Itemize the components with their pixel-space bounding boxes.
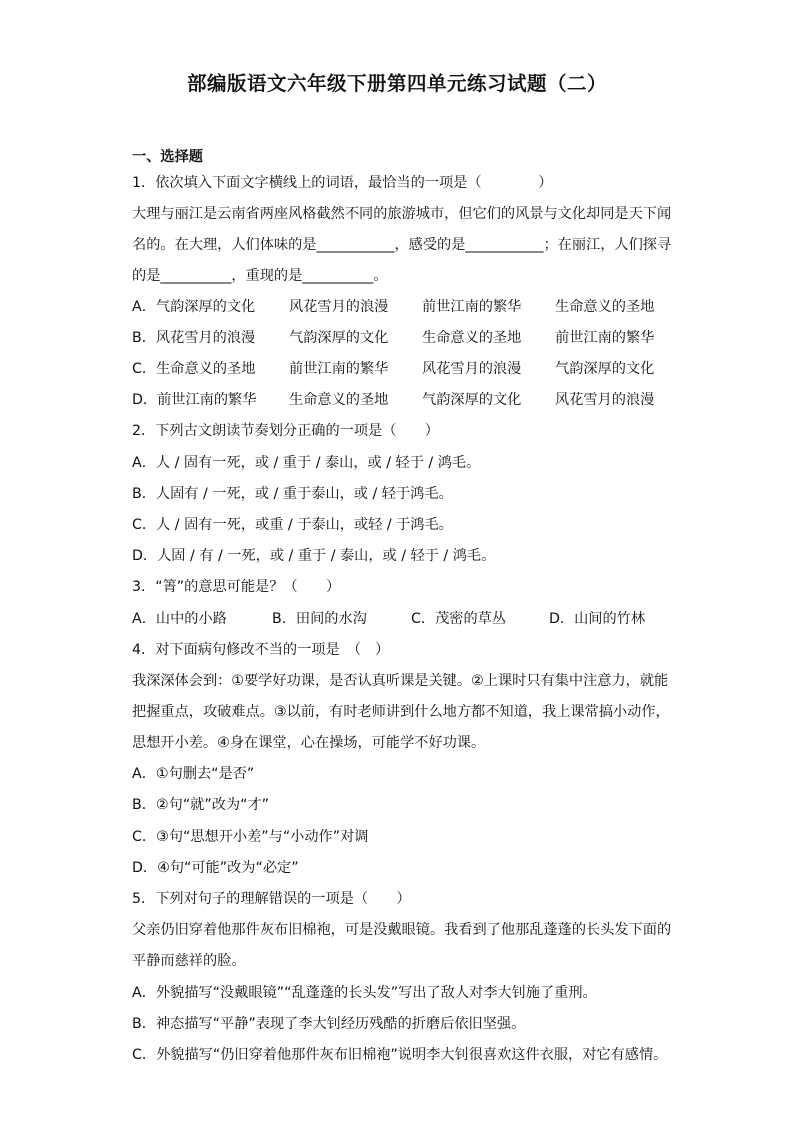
q1-option-b-3: 生命意义的圣地: [422, 330, 522, 346]
q1-passage-line-2: 名的。在大理，人们体味的是___________，感受的是___________；在丽江，人们探寻: [132, 237, 672, 253]
q2-option-a: A．人 / 固有一死，或 / 重于 / 泰山，或 / 轻于 / 鸿毛。: [132, 455, 481, 471]
q1-option-d-3: 气韵深厚的文化: [422, 392, 522, 408]
q3-option-b: B．田间的水沟: [272, 611, 367, 627]
q1-option-a-4: 生命意义的圣地: [555, 299, 655, 315]
q1-option-c-2: 前世江南的繁华: [289, 361, 389, 377]
q1-option-c-4: 气韵深厚的文化: [555, 361, 655, 377]
q5-stem: 5．下列对句子的理解错误的一项是（ ）: [132, 891, 411, 907]
q5-passage-line-1: 父亲仍旧穿着他那件灰布旧棉袍，可是没戴眼镜。我看到了他那乱蓬蓬的长头发下面的: [132, 922, 672, 938]
q2-option-c: C．人 / 固有一死，或重 / 于泰山，或轻 / 于鸿毛。: [132, 517, 453, 533]
q1-option-d-4: 风花雪月的浪漫: [555, 392, 655, 408]
q4-option-d: D．④句“可能”改为“必定”: [132, 860, 299, 876]
q1-passage-line-1: 大理与丽江是云南省两座风格截然不同的旅游城市，但它们的风景与文化却同是天下闻: [132, 206, 672, 222]
q1-option-b-2: 气韵深厚的文化: [289, 330, 389, 346]
q1-option-a-3: 前世江南的繁华: [422, 299, 522, 315]
q5-option-c: C．外貌描写“仍旧穿着他那件灰布旧棉袍”说明李大钊很喜欢这件衣服，对它有感情。: [132, 1047, 668, 1063]
q2-option-b: B．人固有 / 一死，或 / 重于泰山，或 / 轻于鸿毛。: [132, 486, 453, 502]
q3-stem: 3．“箐”的意思可能是？（ ）: [132, 579, 341, 595]
q4-option-b: B．②句“就”改为“才”: [132, 797, 269, 813]
q1-option-c-1: C．生命意义的圣地: [132, 361, 256, 377]
q1-option-c-3: 风花雪月的浪漫: [422, 361, 522, 377]
q4-passage-line-3: 思想开小差。④身在课堂，心在操场，可能学不好功课。: [132, 735, 486, 751]
q1-option-d-2: 生命意义的圣地: [289, 392, 389, 408]
q3-option-a: A．山中的小路: [132, 611, 227, 627]
q1-option-a-2: 风花雪月的浪漫: [289, 299, 389, 315]
q5-option-b: B．神态描写“平静”表现了李大钊经历残酷的折磨后依旧坚强。: [132, 1016, 526, 1032]
q4-passage-line-1: 我深深体会到：①要学好功课，是否认真听课是关键。②上课时只有集中注意力，就能: [132, 673, 669, 689]
q4-option-c: C．③句“思想开小差”与“小动作”对调: [132, 829, 369, 845]
section-heading: 一、选择题: [132, 149, 203, 165]
q1-passage-line-3: 的是__________，重现的是__________。: [132, 268, 388, 284]
q1-stem: 1．依次填入下面文字横线上的词语，最恰当的一项是（ ）: [132, 175, 553, 191]
q4-passage-line-2: 把握重点，攻破难点。③以前，有时老师讲到什么地方都不知道，我上课常搞小动作，: [132, 704, 670, 720]
q2-stem: 2．下列古文朗读节奏划分正确的一项是（ ）: [132, 423, 439, 439]
page-title: 部编版语文六年级下册第四单元练习试题（二）: [186, 72, 607, 95]
q3-option-d: D．山间的竹林: [549, 611, 646, 627]
q3-option-c: C．茂密的草丛: [411, 611, 507, 627]
q1-option-a-1: A．气韵深厚的文化: [132, 299, 256, 315]
q5-passage-line-2: 平静而慈祥的脸。: [132, 953, 246, 969]
q1-option-b-4: 前世江南的繁华: [555, 330, 655, 346]
q2-option-d: D．人固 / 有 / 一死，或 / 重于 / 泰山，或 / 轻于 / 鸿毛。: [132, 548, 496, 564]
q1-option-b-1: B．风花雪月的浪漫: [132, 330, 256, 346]
q4-option-a: A．①句删去“是否”: [132, 766, 255, 782]
q4-stem: 4．对下面病句修改不当的一项是 （ ）: [132, 642, 390, 658]
q1-option-d-1: D．前世江南的繁华: [132, 392, 257, 408]
q5-option-a: A．外貌描写“没戴眼镜”“乱蓬蓬的长头发”写出了敌人对李大钊施了重刑。: [132, 985, 597, 1001]
